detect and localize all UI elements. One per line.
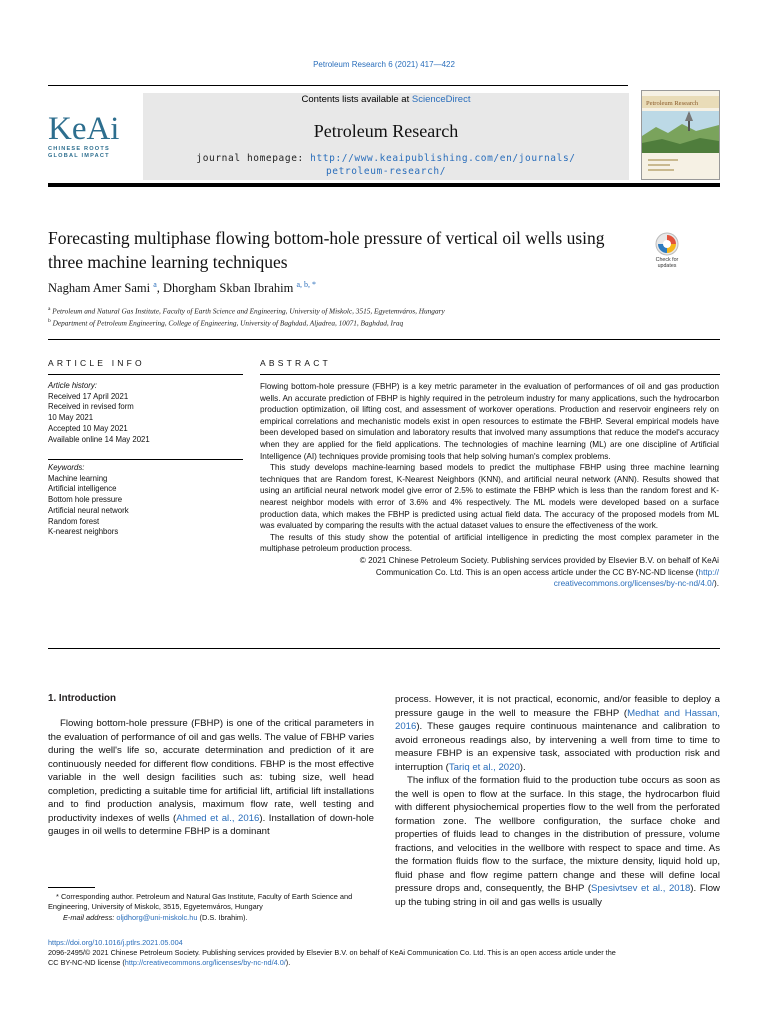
body-paragraph <box>395 774 720 909</box>
history-item: Accepted 10 May 2021 <box>48 423 128 433</box>
affiliation-marker: b <box>48 318 51 324</box>
homepage-link-line1[interactable]: http://www.keaipublishing.com/en/journals/ <box>310 153 576 164</box>
history-item: 10 May 2021 <box>48 413 94 423</box>
abstract-rule <box>260 374 720 375</box>
affiliation-b <box>48 318 403 327</box>
keai-logo[interactable] <box>48 112 138 160</box>
affiliation-text: Department of Petroleum Engineering, College of Engineering, University of Baghdad, Aljadrea, 10071, Baghdad, Iraq <box>52 318 404 328</box>
citation-link[interactable]: Ahmed et al., 2016 <box>176 812 260 824</box>
affiliation-a <box>48 306 445 315</box>
affiliation-marker: a <box>48 306 51 312</box>
journal-cover-image[interactable] <box>641 90 720 180</box>
article-info-heading: ARTICLE INFO <box>48 358 145 368</box>
abstract-body <box>260 381 719 590</box>
doi-link[interactable]: https://doi.org/10.1016/j.ptlrs.2021.05.004 <box>48 938 183 947</box>
keyword-item: Artificial intelligence <box>48 484 117 494</box>
contents-prefix: Contents lists available at <box>301 94 412 105</box>
paragraph-text: ). Flow up the tubing string in oil and gas wells is usually <box>395 883 720 908</box>
footnote-rule <box>48 887 95 888</box>
citation-link[interactable]: Medhat and Hassan, 2016 <box>395 707 720 732</box>
footnote <box>48 892 374 923</box>
copyright-end: ). <box>713 579 719 589</box>
copyright-line1: © 2021 Chinese Petroleum Society. Publishing services provided by Elsevier B.V. on behalf of KeAi <box>359 555 719 565</box>
author-name[interactable]: Nagham Amer Sami <box>48 281 151 296</box>
page-footer <box>48 938 720 968</box>
header-top-rule <box>48 85 628 86</box>
keai-logo-sub1: CHINESE ROOTS <box>48 146 110 152</box>
footer-license-link[interactable]: http://creativecommons.org/licenses/by-nc-nd/4.0/ <box>124 958 286 967</box>
homepage-link-line2[interactable]: petroleum-research/ <box>325 166 447 177</box>
footnote-text <box>48 892 374 913</box>
footnote-star: * <box>56 892 59 901</box>
keai-logo-word: KeAi <box>48 111 120 147</box>
sciencedirect-link[interactable]: ScienceDirect <box>411 94 471 105</box>
history-item: Received 17 April 2021 <box>48 391 129 401</box>
keywords <box>48 463 243 538</box>
abstract-paragraph: The results of this study show the potential of artificial intelligence in predicting the most complex parameter in the multiphase petroleum production process. <box>260 532 719 554</box>
footnote-body: Corresponding author. Petroleum and Natural Gas Institute, Faculty of Earth Science and Engineering, University of Miskolc, 3515, Egyetemváros, Hungary <box>48 892 353 912</box>
footnote-email <box>48 913 374 923</box>
body-right-column <box>395 693 720 909</box>
footer-license-end: ). <box>285 958 291 967</box>
history-item: Available online 14 May 2021 <box>48 434 150 444</box>
author-name[interactable]: Dhorgham Skban Ibrahim <box>163 281 294 296</box>
paragraph-text: The influx of the formation fluid to the production tube occurs as soon as the well is open to flow at the surface. In this stage, the hydrocarbon fluid with different physiochemical properties flow to the well from the perforated formation zone. The wellbore configuration, the surface choke and properties of fluids lead to changes in the distribution of pressure, volume fractions, and velocities in the wellbore with respect to space and time. As the formation fluids flow to the surface, the mixture density, liquid hold up, fluid phase and flow regime pattern change and these will define local pressure drops and, consequently, the BHP ( <box>395 775 720 894</box>
abstract-heading: ABSTRACT <box>260 358 331 368</box>
cover-title: Petroleum Research <box>646 100 699 107</box>
journal-homepage <box>170 152 602 178</box>
header-bottom-rule <box>48 183 720 187</box>
paragraph-text: ). <box>519 761 526 773</box>
article-info-rule <box>48 374 243 375</box>
journal-citation[interactable]: Petroleum Research 6 (2021) 417—422 <box>313 60 455 69</box>
license-link-cont[interactable]: creativecommons.org/licenses/by-nc-nd/4.0/ <box>553 579 714 589</box>
history-item: Received in revised form <box>48 402 134 412</box>
keyword-item: K-nearest neighbors <box>48 527 119 537</box>
license-link[interactable]: http:// <box>698 567 719 577</box>
paragraph-text: process. However, it is not practical, economic, and/or feasible to deploy a pressure gauge in the well to measure the FBHP ( <box>395 694 720 719</box>
keai-logo-sub2: GLOBAL IMPACT <box>48 153 110 159</box>
author-affiliation-ref[interactable]: a <box>153 280 157 289</box>
body-paragraph <box>395 693 720 774</box>
keyword-item: Artificial neural network <box>48 505 129 515</box>
footer-license-text: CC BY-NC-ND license ( <box>48 958 125 967</box>
journal-title: Petroleum Research <box>313 121 459 141</box>
keyword-item: Bottom hole pressure <box>48 495 123 505</box>
abstract-paragraph: This study develops machine-learning based models to predict the multiphase FBHP using three machine learning techniques that are Random forest, K-Nearest Neighbors (KNN), and artificial neural network (ANN). Results showed that using an artificial neural network model give error of 2.5% to estimate the FBHP which is less than the random forest and K-nearest neighbor models with error of 3.6% and 4% respectively. The ML models were developed based on a surface production data, which makes the FBHP is predicted using actual field data. The accuracy of the proposed models from ML was evaluated by comparing the results with the actual dataset values to ensure the effectiveness of the work. <box>260 463 719 531</box>
homepage-prefix: journal homepage: <box>196 153 311 164</box>
abstract-paragraph: Flowing bottom-hole pressure (FBHP) is a key metric parameter in the evaluation of performances of oil and gas production wells. An accurate prediction of FBHP is highly required in the petroleum industry for many applications, such the hydrocarbon production optimization, oil lifting cost, and assessment of workover operations. Production and reservoir engineers rely on empirical correlations and mechanistic models exist in open resources to estimate the FBHP. Several empirical models have been developed based on simulation and laboratory results that involved many assumptions that reduce the model's accuracy when they are applied for the field applications. The technologies of machine learning (ML) are one discipline of Artificial Intelligence (AI) techniques provide promising tools that help solving human's complex problems. <box>260 382 719 461</box>
paragraph-text: ). Installation of down-hole gauges in oil wells to determine FBHP is a dominant <box>48 812 374 837</box>
body-paragraph <box>48 717 374 839</box>
history-label: Article history: <box>48 381 97 390</box>
footer-license-line2 <box>48 958 720 968</box>
article-history <box>48 381 243 445</box>
affiliation-text: Petroleum and Natural Gas Institute, Faculty of Earth Science and Engineering, University of Miskolc, 3515, Egyetemváros, Hungary <box>52 306 445 316</box>
keyword-item: Random forest <box>48 516 100 526</box>
citation-link[interactable]: Tariq et al., 2020 <box>448 761 520 773</box>
check-for-updates-badge[interactable] <box>647 231 687 271</box>
article-title: Forecasting multiphase flowing bottom-hole pressure of vertical oil wells using three machine learning techniques <box>48 228 605 272</box>
abstract-copyright <box>260 555 719 590</box>
email-owner: (D.S. Ibrahim). <box>199 912 248 922</box>
footer-license-line: 2096-2495/© 2021 Chinese Petroleum Society. Publishing services provided by Elsevier B.V. on behalf of KeAi Communication Co. Ltd. This is an open access article under the <box>48 948 616 957</box>
author-separator: , <box>156 281 164 296</box>
author-list <box>48 280 316 296</box>
check-updates-label: Check for updates <box>655 257 679 269</box>
paragraph-text: Flowing bottom-hole pressure (FBHP) is one of the critical parameters in the evaluation of performance of oil and gas wells. The value of FBHP varies during the well's life so, accurate determination and prediction of it are continuously needed for different flow conditions. FBHP is the most effective variable in the well design facilities such as: tubing size, well head completion, predicting a suitable time for artificial lift, artificial lift installations and to find production analysis, maximum flow rate, well testing and productivity indexes of wells ( <box>48 718 374 824</box>
keyword-item: Machine learning <box>48 473 108 483</box>
paragraph-text: ). These gauges require continuous maintenance and calibration to avoid erroneous readings also, by intervening a well from time to time to measure FBHP is an expensive task, associated with production risk and interruption ( <box>395 721 720 773</box>
section-heading-introduction: 1. Introduction <box>48 693 117 704</box>
author-affiliation-ref[interactable]: a, b, * <box>296 280 317 289</box>
keywords-rule <box>48 459 243 460</box>
contents-line <box>143 94 629 105</box>
abstract-bottom-rule <box>48 648 720 649</box>
info-top-rule <box>48 339 720 340</box>
cover-illustration-icon <box>642 91 719 179</box>
copyright-line2: Communication Co. Ltd. This is an open access article under the CC BY-NC-ND license ( <box>375 567 699 577</box>
email-label: E-mail address: <box>63 912 115 922</box>
email-link[interactable]: oljdhorg@uni-miskolc.hu <box>116 912 198 922</box>
citation-link[interactable]: Spesivtsev et al., 2018 <box>591 883 691 894</box>
keywords-label: Keywords: <box>48 463 85 472</box>
body-left-column <box>48 717 374 839</box>
